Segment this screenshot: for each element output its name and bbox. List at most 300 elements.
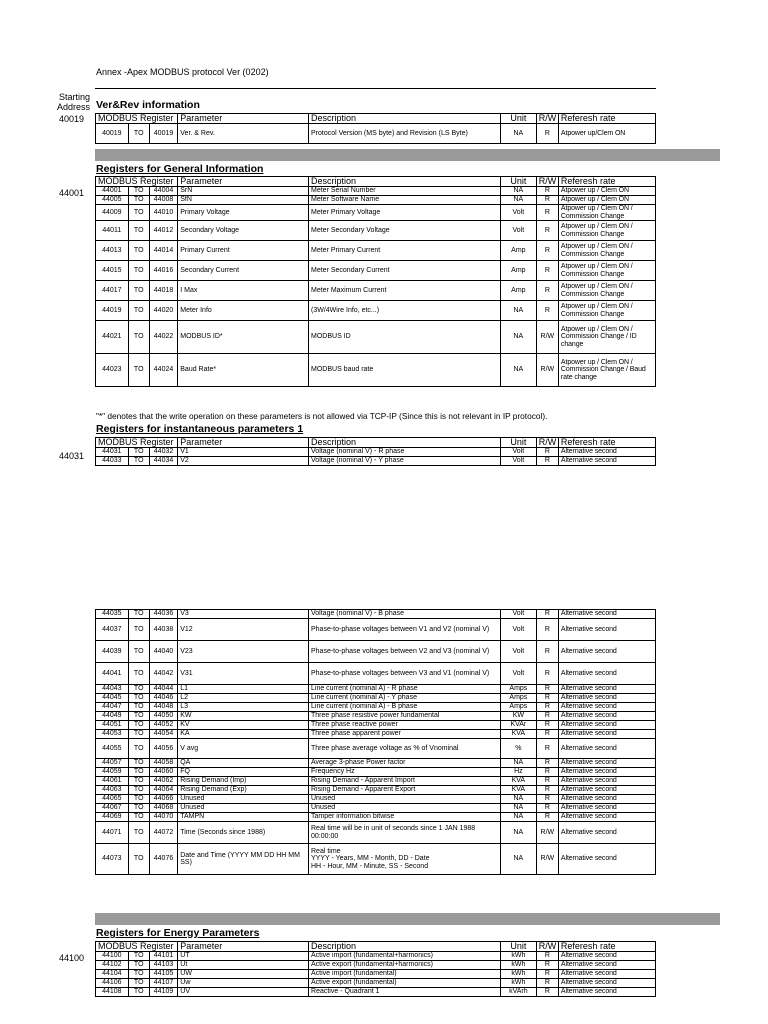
table-instant xyxy=(95,437,656,466)
register-start: 44023 xyxy=(96,354,129,387)
register-start: 44108 xyxy=(96,988,129,997)
rw-cell: R xyxy=(536,759,558,768)
register-start: 44061 xyxy=(96,777,129,786)
register-end: 44072 xyxy=(149,822,177,844)
table-header-row xyxy=(96,438,656,448)
unit-cell: kWh xyxy=(500,979,536,988)
description-cell: Voltage (nominal V) - Y phase xyxy=(309,457,501,466)
table-energy xyxy=(95,941,656,997)
register-to: TO xyxy=(128,281,149,301)
table-general xyxy=(95,176,656,387)
refresh-rate-cell: Atpower up / Clem ON / Commission Change xyxy=(558,261,655,281)
register-end: 44046 xyxy=(149,694,177,703)
header-modbus-register: MODBUS Register xyxy=(96,114,178,124)
table-row xyxy=(96,457,656,466)
parameter-cell: V12 xyxy=(178,619,309,641)
register-start: 44017 xyxy=(96,281,129,301)
register-to: TO xyxy=(128,703,149,712)
parameter-cell: Unused xyxy=(178,795,309,804)
section-title-energy: Registers for Energy Parameters xyxy=(96,927,260,939)
table-row xyxy=(96,768,656,777)
tcp-ip-note: "*" denotes that the write operation on these parameters is not allowed via TCP-IP (Since this is not relevant in IP protocol). xyxy=(96,411,548,421)
register-to: TO xyxy=(128,663,149,685)
description-cell: Voltage (nominal V) - B phase xyxy=(309,610,501,619)
unit-cell: NA xyxy=(500,813,536,822)
parameter-cell: KW xyxy=(178,712,309,721)
parameter-cell: V23 xyxy=(178,641,309,663)
register-to: TO xyxy=(128,196,149,205)
rw-cell: R xyxy=(536,739,558,759)
description-cell: Meter Secondary Voltage xyxy=(309,221,501,241)
register-start: 44015 xyxy=(96,261,129,281)
parameter-cell: Rising Demand (Imp) xyxy=(178,777,309,786)
description-cell: Line current (nominal A) - R phase xyxy=(309,685,501,694)
unit-cell: NA xyxy=(500,301,536,321)
register-start: 44001 xyxy=(96,187,129,196)
parameter-cell: MODBUS ID* xyxy=(178,321,309,354)
description-cell: Unused xyxy=(309,795,501,804)
register-to: TO xyxy=(128,187,149,196)
register-end: 44054 xyxy=(149,730,177,739)
parameter-cell: KV xyxy=(178,721,309,730)
section-title-instant: Registers for instantaneous parameters 1 xyxy=(96,423,304,435)
register-start: 44057 xyxy=(96,759,129,768)
description-cell: Active import (fundamental) xyxy=(309,970,501,979)
parameter-cell: Uw xyxy=(178,979,309,988)
parameter-cell: Rising Demand (Exp) xyxy=(178,786,309,795)
register-start: 44019 xyxy=(96,301,129,321)
table-row xyxy=(96,448,656,457)
register-end: 44032 xyxy=(149,448,178,457)
parameter-cell: UW xyxy=(178,970,309,979)
register-start: 44005 xyxy=(96,196,129,205)
table-row xyxy=(96,813,656,822)
description-cell: Phase-to-phase voltages between V3 and V1 (nominal V) xyxy=(309,663,501,685)
description-cell: Real time will be in unit of seconds since 1 JAN 1988 00:00:00 xyxy=(309,822,501,844)
rw-cell: R xyxy=(536,703,558,712)
register-end: 44010 xyxy=(149,205,178,221)
refresh-rate-cell: Atpower up / Clem ON / Commission Change xyxy=(558,205,655,221)
header-parameter: Parameter xyxy=(178,438,309,448)
register-to: TO xyxy=(128,979,149,988)
parameter-cell: Time (Seconds since 1988) xyxy=(178,822,309,844)
register-to: TO xyxy=(128,768,149,777)
register-end: 44012 xyxy=(149,221,178,241)
table-row xyxy=(96,822,656,844)
register-end: 44107 xyxy=(149,979,178,988)
table-row xyxy=(96,952,656,961)
register-to: TO xyxy=(128,619,149,641)
parameter-cell: Meter Info xyxy=(178,301,309,321)
register-to: TO xyxy=(128,822,149,844)
description-cell: Three phase reactive power xyxy=(309,721,501,730)
register-end: 44022 xyxy=(149,321,178,354)
register-end: 44048 xyxy=(149,703,177,712)
rw-cell: R xyxy=(536,685,558,694)
parameter-cell: TAMPN xyxy=(178,813,309,822)
header-modbus-register: MODBUS Register xyxy=(96,177,178,187)
unit-cell: Hz xyxy=(500,768,536,777)
refresh-rate-cell: Atpower up / Clem ON xyxy=(558,187,655,196)
table-row xyxy=(96,354,656,387)
refresh-rate-cell: Alternative second xyxy=(558,610,655,619)
unit-cell: KVA xyxy=(500,730,536,739)
register-to: TO xyxy=(128,261,149,281)
table-row xyxy=(96,261,656,281)
section-separator xyxy=(95,913,720,925)
header-modbus-register: MODBUS Register xyxy=(96,942,178,952)
register-to: TO xyxy=(128,354,149,387)
rw-cell: R xyxy=(536,961,558,970)
rw-cell: R xyxy=(536,979,558,988)
register-to: TO xyxy=(128,804,149,813)
rw-cell: R xyxy=(536,641,558,663)
document-title: Annex -Apex MODBUS protocol Ver (0202) xyxy=(96,67,269,77)
refresh-rate-cell: Alternative second xyxy=(558,804,655,813)
unit-cell: KVAr xyxy=(500,721,536,730)
description-cell: Line current (nominal A) - Y phase xyxy=(309,694,501,703)
refresh-rate-cell: Alternative second xyxy=(558,448,655,457)
parameter-cell: V2 xyxy=(178,457,309,466)
parameter-cell: FQ xyxy=(178,768,309,777)
unit-cell: Amps xyxy=(500,685,536,694)
parameter-cell: Baud Rate* xyxy=(178,354,309,387)
description-cell: Tamper information bitwise xyxy=(309,813,501,822)
register-to: TO xyxy=(128,739,149,759)
register-start: 44059 xyxy=(96,768,129,777)
register-start: 44043 xyxy=(96,685,129,694)
description-cell: Three phase apparent power xyxy=(309,730,501,739)
register-to: TO xyxy=(128,457,149,466)
register-end: 44044 xyxy=(149,685,177,694)
header-description: Description xyxy=(309,942,501,952)
register-end: 44058 xyxy=(149,759,177,768)
section-title-verrev: Ver&Rev information xyxy=(96,99,200,111)
refresh-rate-cell: Alternative second xyxy=(558,663,655,685)
table-row xyxy=(96,844,656,875)
register-end: 44103 xyxy=(149,961,178,970)
address-energy: 44100 xyxy=(58,953,84,963)
description-cell: Frequency Hz xyxy=(309,768,501,777)
unit-cell: Volt xyxy=(500,641,536,663)
unit-cell: KVA xyxy=(500,786,536,795)
register-start: 44100 xyxy=(96,952,129,961)
refresh-rate-cell: Atpower up / Clem ON / Commission Change / ID change xyxy=(558,321,655,354)
register-start: 44065 xyxy=(96,795,129,804)
register-start: 44067 xyxy=(96,804,129,813)
refresh-rate-cell: Alternative second xyxy=(558,768,655,777)
header-description: Description xyxy=(309,438,501,448)
rw-cell: R xyxy=(536,952,558,961)
unit-cell: Volt xyxy=(500,205,536,221)
register-to: TO xyxy=(128,221,149,241)
description-cell: Protocol Version (MS byte) and Revision (LS Byte) xyxy=(309,124,501,144)
register-to: TO xyxy=(128,961,149,970)
register-start: 44045 xyxy=(96,694,129,703)
header-rw: R/W xyxy=(536,942,558,952)
unit-cell: NA xyxy=(500,759,536,768)
rw-cell: R/W xyxy=(536,822,558,844)
rw-cell: R xyxy=(536,281,558,301)
rw-cell: R xyxy=(536,663,558,685)
rw-cell: R xyxy=(536,619,558,641)
unit-cell: Volt xyxy=(500,663,536,685)
unit-cell: Amp xyxy=(500,281,536,301)
top-rule xyxy=(95,88,656,89)
register-end: 44008 xyxy=(149,196,178,205)
unit-cell: kWh xyxy=(500,961,536,970)
refresh-rate-cell: Alternative second xyxy=(558,795,655,804)
rw-cell: R xyxy=(536,261,558,281)
header-modbus-register: MODBUS Register xyxy=(96,438,178,448)
register-start: 44041 xyxy=(96,663,129,685)
description-cell: Reactive - Quadrant 1 xyxy=(309,988,501,997)
table-row xyxy=(96,786,656,795)
description-cell: Average 3-phase Power factor xyxy=(309,759,501,768)
description-cell: Meter Maximum Current xyxy=(309,281,501,301)
description-cell: Meter Secondary Current xyxy=(309,261,501,281)
table-verrev xyxy=(95,113,656,144)
description-cell: Meter Primary Voltage xyxy=(309,205,501,221)
table-row xyxy=(96,281,656,301)
table-row xyxy=(96,610,656,619)
register-start: 44063 xyxy=(96,786,129,795)
register-to: TO xyxy=(128,641,149,663)
refresh-rate-cell: Alternative second xyxy=(558,703,655,712)
parameter-cell: V3 xyxy=(178,610,309,619)
register-to: TO xyxy=(128,694,149,703)
register-end: 44064 xyxy=(149,786,177,795)
table-row xyxy=(96,196,656,205)
refresh-rate-cell: Atpower up / Clem ON xyxy=(558,196,655,205)
unit-cell: Amps xyxy=(500,694,536,703)
unit-cell: Amp xyxy=(500,241,536,261)
parameter-cell: V1 xyxy=(178,448,309,457)
parameter-cell: Ver. & Rev. xyxy=(178,124,309,144)
register-start: 44037 xyxy=(96,619,129,641)
refresh-rate-cell: Atpower up / Clem ON / Commission Change xyxy=(558,301,655,321)
register-start: 44013 xyxy=(96,241,129,261)
register-start: 44021 xyxy=(96,321,129,354)
refresh-rate-cell: Alternative second xyxy=(558,777,655,786)
table-row xyxy=(96,241,656,261)
table-row xyxy=(96,988,656,997)
parameter-cell: L3 xyxy=(178,703,309,712)
description-cell: Three phase average voltage as % of Vnominal xyxy=(309,739,501,759)
description-cell: Voltage (nominal V) - R phase xyxy=(309,448,501,457)
table-row xyxy=(96,777,656,786)
refresh-rate-cell: Alternative second xyxy=(558,641,655,663)
register-end: 44018 xyxy=(149,281,178,301)
table-row xyxy=(96,804,656,813)
unit-cell: kVArh xyxy=(500,988,536,997)
register-start: 44047 xyxy=(96,703,129,712)
header-refresh-rate: Referesh rate xyxy=(558,114,655,124)
header-rw: R/W xyxy=(536,177,558,187)
header-rw: R/W xyxy=(536,114,558,124)
refresh-rate-cell: Atpower up/Clem ON xyxy=(558,124,655,144)
register-end: 44068 xyxy=(149,804,177,813)
register-to: TO xyxy=(128,786,149,795)
register-end: 44060 xyxy=(149,768,177,777)
table-row xyxy=(96,703,656,712)
table-row xyxy=(96,663,656,685)
header-description: Description xyxy=(309,114,501,124)
register-end: 44109 xyxy=(149,988,178,997)
refresh-rate-cell: Alternative second xyxy=(558,844,655,875)
header-unit: Unit xyxy=(500,438,536,448)
table-row xyxy=(96,205,656,221)
unit-cell: % xyxy=(500,739,536,759)
register-end: 44066 xyxy=(149,795,177,804)
register-end: 44040 xyxy=(149,641,177,663)
table-row xyxy=(96,685,656,694)
rw-cell: R xyxy=(536,610,558,619)
register-to: TO xyxy=(128,813,149,822)
table-row xyxy=(96,619,656,641)
header-parameter: Parameter xyxy=(178,177,309,187)
table-row xyxy=(96,730,656,739)
description-cell: Phase-to-phase voltages between V1 and V2 (nominal V) xyxy=(309,619,501,641)
register-to: TO xyxy=(128,952,149,961)
register-start: 44106 xyxy=(96,979,129,988)
description-cell: MODBUS baud rate xyxy=(309,354,501,387)
description-cell: Line current (nominal A) - B phase xyxy=(309,703,501,712)
parameter-cell: UV xyxy=(178,988,309,997)
rw-cell: R xyxy=(536,448,558,457)
register-end: 44076 xyxy=(149,844,177,875)
rw-cell: R xyxy=(536,457,558,466)
parameter-cell: Ut xyxy=(178,961,309,970)
unit-cell: KVA xyxy=(500,777,536,786)
register-to: TO xyxy=(128,777,149,786)
refresh-rate-cell: Alternative second xyxy=(558,786,655,795)
register-end: 44070 xyxy=(149,813,177,822)
description-cell: Unused xyxy=(309,804,501,813)
unit-cell: Volt xyxy=(500,221,536,241)
unit-cell: Volt xyxy=(500,448,536,457)
table-row xyxy=(96,321,656,354)
register-start: 44039 xyxy=(96,641,129,663)
description-cell: Meter Software Name xyxy=(309,196,501,205)
rw-cell: R xyxy=(536,795,558,804)
refresh-rate-cell: Atpower up / Clem ON / Commission Change xyxy=(558,221,655,241)
parameter-cell: L2 xyxy=(178,694,309,703)
rw-cell: R xyxy=(536,768,558,777)
description-cell: Active export (fundamental) xyxy=(309,979,501,988)
rw-cell: R xyxy=(536,301,558,321)
section-title-general: Registers for General Information xyxy=(96,163,264,175)
header-refresh-rate: Referesh rate xyxy=(558,942,655,952)
header-parameter: Parameter xyxy=(178,114,309,124)
description-cell: Phase-to-phase voltages between V2 and V3 (nominal V) xyxy=(309,641,501,663)
register-end: 44024 xyxy=(149,354,178,387)
register-start: 40019 xyxy=(96,124,129,144)
table-header-row xyxy=(96,942,656,952)
rw-cell: R xyxy=(536,804,558,813)
parameter-cell: UT xyxy=(178,952,309,961)
register-start: 44031 xyxy=(96,448,129,457)
refresh-rate-cell: Alternative second xyxy=(558,739,655,759)
register-start: 44053 xyxy=(96,730,129,739)
unit-cell: Volt xyxy=(500,457,536,466)
refresh-rate-cell: Alternative second xyxy=(558,712,655,721)
rw-cell: R xyxy=(536,777,558,786)
description-cell: Real time YYYY - Years, MM - Month, DD - Date HH - Hour, MM - Minute, SS - Second xyxy=(309,844,501,875)
parameter-cell: SrN xyxy=(178,187,309,196)
rw-cell: R xyxy=(536,970,558,979)
refresh-rate-cell: Atpower up / Clem ON / Commission Change / Baud rate change xyxy=(558,354,655,387)
rw-cell: R/W xyxy=(536,321,558,354)
register-to: TO xyxy=(128,610,149,619)
header-unit: Unit xyxy=(500,177,536,187)
parameter-cell: KA xyxy=(178,730,309,739)
parameter-cell: V avg xyxy=(178,739,309,759)
register-start: 44069 xyxy=(96,813,129,822)
parameter-cell: QA xyxy=(178,759,309,768)
unit-cell: Volt xyxy=(500,610,536,619)
unit-cell: kWh xyxy=(500,952,536,961)
description-cell: Rising Demand - Apparent Export xyxy=(309,786,501,795)
register-start: 44055 xyxy=(96,739,129,759)
unit-cell: NA xyxy=(500,187,536,196)
register-start: 44073 xyxy=(96,844,129,875)
register-to: TO xyxy=(128,795,149,804)
parameter-cell: V31 xyxy=(178,663,309,685)
table-row xyxy=(96,221,656,241)
parameter-cell: Primary Voltage xyxy=(178,205,309,221)
parameter-cell: Secondary Voltage xyxy=(178,221,309,241)
refresh-rate-cell: Alternative second xyxy=(558,822,655,844)
table-header-row xyxy=(96,177,656,187)
unit-cell: NA xyxy=(500,124,536,144)
table-row xyxy=(96,187,656,196)
address-verrev: 40019 xyxy=(58,114,84,124)
unit-cell: NA xyxy=(500,354,536,387)
register-end: 44042 xyxy=(149,663,177,685)
description-cell: Rising Demand - Apparent Import xyxy=(309,777,501,786)
unit-cell: Volt xyxy=(500,619,536,641)
parameter-cell: I Max xyxy=(178,281,309,301)
register-end: 44050 xyxy=(149,712,177,721)
unit-cell: NA xyxy=(500,844,536,875)
rw-cell: R xyxy=(536,730,558,739)
rw-cell: R xyxy=(536,205,558,221)
parameter-cell: L1 xyxy=(178,685,309,694)
register-to: TO xyxy=(128,205,149,221)
refresh-rate-cell: Alternative second xyxy=(558,730,655,739)
rw-cell: R xyxy=(536,241,558,261)
table-row xyxy=(96,721,656,730)
refresh-rate-cell: Alternative second xyxy=(558,457,655,466)
unit-cell: KW xyxy=(500,712,536,721)
header-rw: R/W xyxy=(536,438,558,448)
register-end: 44062 xyxy=(149,777,177,786)
header-refresh-rate: Referesh rate xyxy=(558,177,655,187)
register-to: TO xyxy=(128,970,149,979)
register-end: 44038 xyxy=(149,619,177,641)
section-separator xyxy=(95,149,720,161)
unit-cell: NA xyxy=(500,196,536,205)
rw-cell: R xyxy=(536,813,558,822)
table-row xyxy=(96,712,656,721)
register-to: TO xyxy=(128,685,149,694)
register-to: TO xyxy=(128,301,149,321)
register-to: TO xyxy=(128,241,149,261)
parameter-cell: Date and Time (YYYY MM DD HH MM SS) xyxy=(178,844,309,875)
rw-cell: R xyxy=(536,124,558,144)
description-cell: Active export (fundamental+harmonics) xyxy=(309,961,501,970)
